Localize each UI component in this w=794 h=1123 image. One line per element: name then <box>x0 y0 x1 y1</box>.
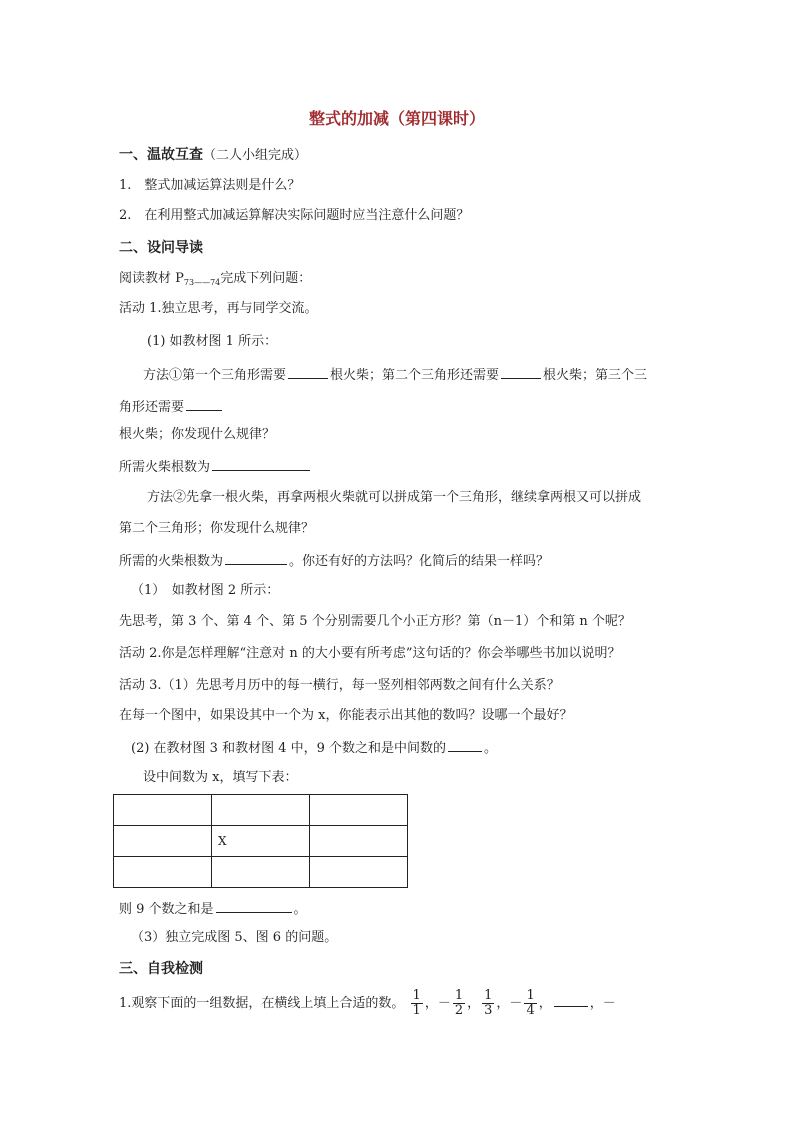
sum-text-a: 则 9 个数之和是 <box>119 902 214 917</box>
table-cell[interactable] <box>114 795 212 826</box>
fraction <box>524 989 536 1018</box>
fraction-numerator: 1 <box>484 988 493 1003</box>
read-instruction <box>119 269 311 293</box>
need-count-2-text-b: 。你还有好的方法吗？化简后的结果一样吗？ <box>289 554 550 569</box>
fraction-denominator: 4 <box>526 1003 535 1018</box>
table-cell[interactable] <box>310 857 408 888</box>
section-1-heading-line <box>119 145 307 166</box>
question-2-text-a: (2) 在教材图 3 和教材图 4 中，9 个数之和是中间数的 <box>131 741 447 756</box>
self-check-question-text: 1.观察下面的一组数据，在横线上填上合适的数。 <box>119 996 405 1011</box>
sequence-separator: ， <box>467 996 481 1011</box>
fraction-denominator: 1 <box>412 1003 421 1018</box>
page-title: 整式的加减（第四课时） <box>308 109 485 128</box>
need-count-2-line <box>119 550 549 572</box>
need-count-2-text-a: 所需的火柴根数为 <box>119 554 224 569</box>
answer-blank[interactable] <box>501 364 541 379</box>
method-1-text-b: 根火柴；第二个三角形还需要 <box>330 368 500 383</box>
table-cell[interactable] <box>212 795 310 826</box>
table-cell[interactable] <box>114 857 212 888</box>
table-row <box>114 857 408 888</box>
read-suffix: 完成下列问题： <box>220 271 312 286</box>
each-figure-question: 在每一个图中，如果设其中一个为 x，你能表示出其他的数吗？设哪一个最好？ <box>119 708 573 723</box>
activity-2: 活动 2.你是怎样理解“注意对 n 的大小要有所考虑”这句话的？你会举哪些书加以说明？ <box>119 646 621 661</box>
activity-1: 活动 1.独立思考，再与同学交流。 <box>119 301 318 316</box>
need-count-line <box>119 456 312 478</box>
think-question: 先思考，第 3 个、第 4 个、第 5 个分别需要几个小正方形？第（n－1）个和第 n 个呢？ <box>119 614 631 629</box>
fraction <box>482 989 494 1018</box>
answer-blank[interactable] <box>554 992 588 1007</box>
method-1-line-2 <box>119 396 224 418</box>
answer-blank[interactable] <box>212 456 310 471</box>
table-cell[interactable] <box>114 826 212 857</box>
read-page-range: 73——74 <box>183 278 221 287</box>
table-cell[interactable] <box>212 857 310 888</box>
fraction-numerator: 1 <box>526 988 535 1003</box>
fraction-denominator: 3 <box>484 1003 493 1018</box>
method-1-text-a: 方法①第一个三角形需要 <box>143 368 287 383</box>
table-row <box>114 795 408 826</box>
sequence-separator: ，－ <box>424 996 451 1011</box>
section-2-heading: 二、设问导读 <box>119 240 203 256</box>
figure-1-prompt: (1) 如教材图 1 所示： <box>147 334 278 349</box>
sequence-separator: ，－ <box>496 996 523 1011</box>
answer-blank[interactable] <box>186 396 222 411</box>
sum-text-b: 。 <box>293 902 307 917</box>
table-row <box>114 826 408 857</box>
sequence-tail: ，－ <box>589 996 616 1011</box>
method-2-line-2: 第二个三角形；你发现什么规律？ <box>119 521 315 536</box>
section-3-heading: 三、自我检测 <box>119 961 203 977</box>
method-1-text-c: 根火柴；第三个三 <box>543 368 648 383</box>
activity-3: 活动 3.（1）先思考月历中的每一横行，每一竖列相邻两数之间有什么关系？ <box>119 678 560 693</box>
fraction <box>411 989 423 1018</box>
answer-blank[interactable] <box>225 550 287 565</box>
answer-blank[interactable] <box>448 737 482 752</box>
figure-2-prompt: （1） 如教材图 2 所示： <box>131 583 280 598</box>
table-cell[interactable] <box>310 795 408 826</box>
section-1-question-2: 2. 在利用整式加减运算解决实际问题时应当注意什么问题？ <box>119 208 470 223</box>
section-1-note: （二人小组完成） <box>203 148 308 163</box>
method-2-line: 方法②先拿一根火柴，再拿两根火柴就可以拼成第一个三角形，继续拿两根又可以拼成 <box>147 490 642 505</box>
question-2-text-b: 。 <box>484 741 498 756</box>
sequence-separator: ， <box>538 996 552 1011</box>
method-1-line <box>143 364 647 386</box>
sum-line <box>119 898 307 920</box>
method-1-text-d: 角形还需要 <box>119 400 185 415</box>
method-1-line-3: 根火柴；你发现什么规律？ <box>119 427 276 442</box>
need-count-text: 所需火柴根数为 <box>119 460 211 475</box>
fraction <box>453 989 465 1018</box>
fraction-numerator: 1 <box>454 988 464 1003</box>
answer-blank[interactable] <box>288 364 328 379</box>
read-prefix: 阅读教材 P <box>119 271 184 286</box>
self-check-question-1 <box>119 984 616 1024</box>
fraction-denominator: 2 <box>454 1003 464 1018</box>
table-cell[interactable]: X <box>212 826 310 857</box>
fraction-sequence <box>409 988 539 1018</box>
question-2-line <box>131 737 497 759</box>
question-3: （3）独立完成图 5、图 6 的问题。 <box>131 930 338 945</box>
answer-blank[interactable] <box>216 898 292 913</box>
fraction-numerator: 1 <box>412 988 421 1003</box>
set-middle-instruction: 设中间数为 x，填写下表： <box>143 770 298 785</box>
table-cell[interactable] <box>310 826 408 857</box>
section-1-question-1: 1. 整式加减运算法则是什么？ <box>119 178 301 193</box>
section-1-heading: 一、温故互查 <box>119 147 203 163</box>
fill-in-table <box>113 794 408 888</box>
